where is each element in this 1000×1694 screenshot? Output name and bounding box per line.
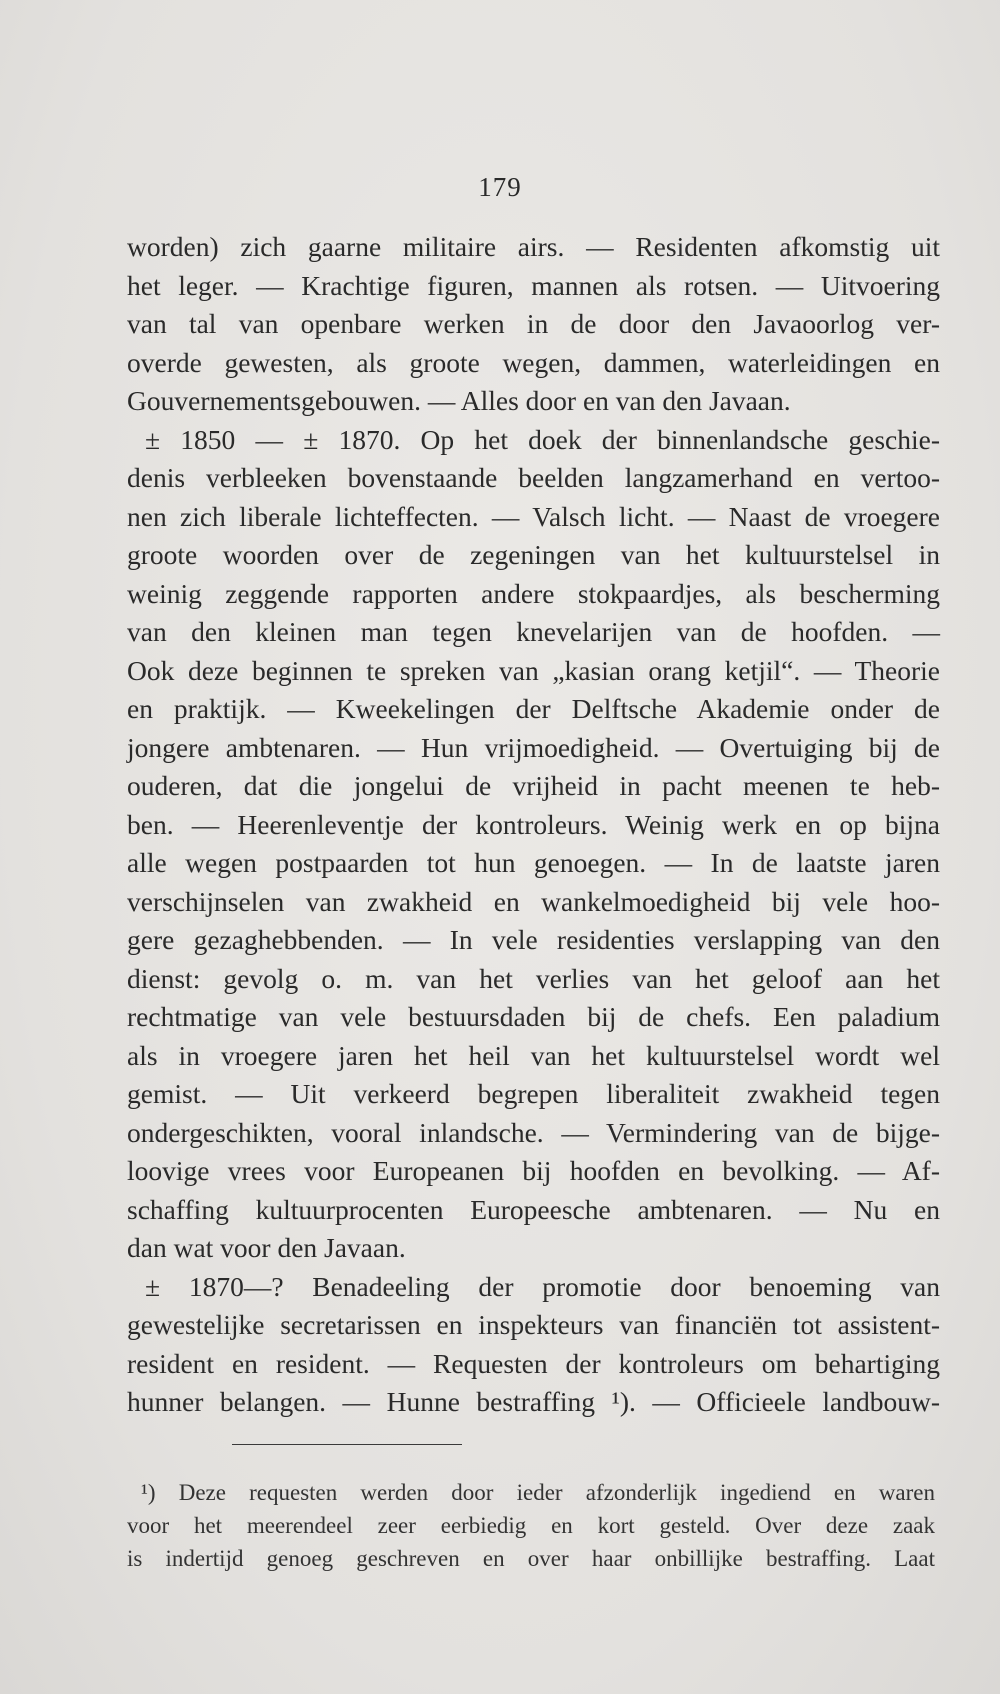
text-line: denis verbleeken bovenstaande beelden langzamerhand en vertoo- <box>127 462 940 493</box>
text-line: ouderen, dat die jongelui de vrijheid in pacht meenen te heb- <box>127 770 940 801</box>
text-line: ± 1850 — ± 1870. Op het doek der binnenlandsche geschie- <box>145 423 940 455</box>
page-number: 179 <box>478 172 522 202</box>
footnote-line: voor het meerendeel zeer eerbiedig en kort gesteld. Over deze zaak <box>127 1513 935 1538</box>
text-line: als in vroegere jaren het heil van het kultuurstelsel wordt wel <box>127 1039 940 1071</box>
text-line: dienst: gevolg o. m. van het verlies van het geloof aan het <box>127 962 940 994</box>
footnote-line: ¹) Deze requesten werden door ieder afzonderlijk ingediend en waren <box>141 1480 935 1505</box>
text-line: ± 1870—? Benadeeling der promotie door benoeming van <box>145 1270 940 1302</box>
text-line: alle wegen postpaarden tot hun genoegen. — In de laatste jaren <box>127 847 940 878</box>
text-line: resident en resident. — Requesten der kontroleurs om behartiging <box>127 1347 940 1379</box>
text-line: nen zich liberale lichteffecten. — Valsch licht. — Naast de vroegere <box>127 500 940 532</box>
text-line: rechtmatige van vele bestuursdaden bij de chefs. Een paladium <box>127 1001 940 1032</box>
text-line: gere gezaghebbenden. — In vele residenties verslapping van den <box>127 924 940 955</box>
text-line: worden) zich gaarne militaire airs. — Residenten afkomstig uit <box>127 231 940 262</box>
text-line: Ook deze beginnen te spreken van „kasian orang ketjil“. — Theorie <box>127 654 940 686</box>
text-line: ondergeschikten, vooral inlandsche. — Vermindering van de bijge- <box>127 1116 940 1148</box>
text-line: gemist. — Uit verkeerd begrepen liberaliteit zwakheid tegen <box>127 1078 940 1109</box>
text-line: en praktijk. — Kweekelingen der Delftsche Akademie onder de <box>127 693 940 724</box>
text-line: ben. — Heerenleventje der kontroleurs. Weinig werk en op bijna <box>127 808 940 840</box>
footnotes <box>127 1476 935 1575</box>
body-text <box>127 228 940 1422</box>
text-line: groote woorden over de zegeningen van het kultuurstelsel in <box>127 539 940 570</box>
footnote-line: is indertijd genoeg geschreven en over haar onbillijke bestraffing. Laat <box>127 1546 935 1571</box>
text-line: schaffing kultuurprocenten Europeesche ambtenaren. — Nu en <box>127 1193 940 1225</box>
text-line: dan wat voor den Javaan. <box>127 1232 406 1263</box>
text-line: jongere ambtenaren. — Hun vrijmoedigheid. — Overtuiging bij de <box>127 731 940 763</box>
text-line: loovige vrees voor Europeanen bij hoofden en bevolking. — Af- <box>127 1155 940 1186</box>
text-line: overde gewesten, als groote wegen, dammen, waterleidingen en <box>127 346 940 378</box>
text-line: van tal van openbare werken in de door den Javaoorlog ver- <box>127 308 940 339</box>
text-line: hunner belangen. — Hunne bestraffing ¹). — Officieele landbouw- <box>127 1386 940 1417</box>
text-line: gewestelijke secretarissen en inspekteurs van financiën tot assistent- <box>127 1309 940 1340</box>
text-line: van den kleinen man tegen knevelarijen van de hoofden. — <box>127 616 940 647</box>
footnote-divider <box>232 1444 462 1445</box>
text-line: verschijnselen van zwakheid en wankelmoedigheid bij vele hoo- <box>127 885 940 917</box>
text-line: het leger. — Krachtige figuren, mannen als rotsen. — Uitvoering <box>127 269 940 301</box>
text-line: Gouvernementsgebouwen. — Alles door en van den Javaan. <box>127 385 791 416</box>
text-line: weinig zeggende rapporten andere stokpaardjes, als bescherming <box>127 577 940 609</box>
